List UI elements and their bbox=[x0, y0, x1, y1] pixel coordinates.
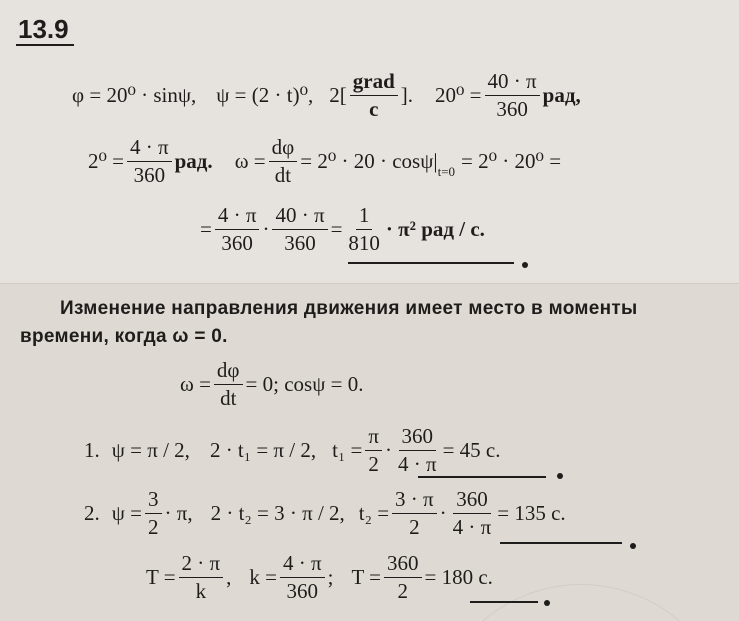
case-1-fraction-1 bbox=[365, 425, 382, 474]
line3-f1-numerator: 4 · π bbox=[215, 204, 260, 229]
period-lhs: T = bbox=[146, 564, 176, 589]
case-2-fraction-2 bbox=[450, 488, 495, 537]
line3-equals-2: = bbox=[330, 216, 343, 241]
omega-zero-rhs: = 0; cosψ = 0. bbox=[245, 371, 364, 396]
case-1-psi: ψ = π / 2, bbox=[111, 437, 190, 462]
text-line-2: времени, когда ω = 0. bbox=[20, 326, 228, 347]
units-prefix: 2[ bbox=[329, 82, 347, 107]
case-2-dot: · bbox=[439, 500, 447, 525]
period-line bbox=[146, 546, 493, 608]
omega-zero-numerator: dφ bbox=[214, 359, 243, 384]
case-1-underline bbox=[418, 476, 546, 478]
period-numerator: 2 · π bbox=[179, 552, 224, 577]
case-1-result: = 45 с. bbox=[442, 437, 501, 462]
case-1-dot: · bbox=[384, 437, 392, 462]
case-1-f1-denominator: 2 bbox=[368, 451, 379, 476]
conversion-unit: рад, bbox=[542, 82, 581, 107]
answer-dot-top bbox=[522, 262, 528, 268]
two-degree-unit: рад. bbox=[174, 148, 213, 173]
line3-fraction-2 bbox=[272, 204, 327, 253]
period-result: = 180 с. bbox=[424, 564, 493, 589]
k-numerator: 4 · π bbox=[280, 552, 325, 577]
units-denominator: c bbox=[369, 96, 379, 121]
psi-definition: ψ = (2 · t)⁰, bbox=[216, 82, 314, 107]
period-underline bbox=[470, 601, 538, 603]
omega-zero-denominator: dt bbox=[220, 385, 237, 410]
case-2-underline bbox=[500, 542, 622, 544]
case-2-dot-marker bbox=[630, 543, 636, 549]
equation-line-1 bbox=[72, 60, 581, 130]
problem-number-underline bbox=[16, 44, 74, 46]
conversion-denominator: 360 bbox=[496, 96, 528, 121]
phi-definition: φ = 20⁰ · sinψ, bbox=[72, 82, 197, 107]
line3-fraction-1 bbox=[215, 204, 260, 253]
line3-f2-denominator: 360 bbox=[284, 230, 316, 255]
line3-equals: = bbox=[200, 216, 212, 241]
period-comma: , bbox=[226, 564, 232, 589]
conversion-lhs: 20⁰ = bbox=[435, 82, 482, 107]
answer-underline-top bbox=[348, 262, 514, 264]
case-2-psi-fraction bbox=[145, 488, 162, 537]
units-suffix: ]. bbox=[400, 82, 414, 107]
case-1-f2-numerator: 360 bbox=[399, 425, 437, 450]
case-2-psi-numerator: 3 bbox=[145, 488, 162, 513]
two-degree-fraction bbox=[127, 136, 172, 185]
omega-lhs: ω = bbox=[234, 148, 266, 173]
case-1-fraction-2 bbox=[395, 425, 440, 474]
case-2-f1-numerator: 3 · π bbox=[392, 488, 437, 513]
equation-line-3 bbox=[200, 196, 485, 262]
two-degree-lhs: 2⁰ = bbox=[88, 148, 125, 173]
evaluation-result: = 2⁰ · 20⁰ = bbox=[461, 148, 562, 173]
k-denominator: 360 bbox=[286, 578, 319, 603]
period2-denominator: 2 bbox=[397, 578, 408, 603]
case-2-psi-tail: · π, bbox=[164, 500, 193, 525]
period-fraction bbox=[179, 552, 224, 601]
equation-line-2 bbox=[88, 128, 561, 194]
period2-fraction bbox=[384, 552, 422, 601]
period2-lhs: T = bbox=[351, 564, 381, 589]
two-degree-denominator: 360 bbox=[133, 162, 166, 187]
top-solution-panel bbox=[0, 0, 739, 283]
units-numerator: grad bbox=[350, 70, 398, 95]
case-1-line bbox=[84, 420, 501, 480]
omega-zero-equation bbox=[180, 354, 363, 414]
evaluation-subscript: t=0 bbox=[437, 163, 456, 179]
evaluation-expression: = 2⁰ · 20 · cosψ| bbox=[300, 148, 438, 173]
text-line-1: Изменение направления движения имеет место в моменты bbox=[60, 298, 638, 319]
problem-number: 13.9 bbox=[18, 14, 69, 44]
case-2-fraction-1 bbox=[392, 488, 437, 537]
case-2-psi-lhs: ψ = bbox=[111, 500, 142, 525]
units-fraction bbox=[350, 70, 398, 119]
line3-dot: · bbox=[262, 216, 270, 241]
line3-f2-numerator: 40 · π bbox=[272, 204, 327, 229]
two-degree-numerator: 4 · π bbox=[127, 136, 172, 161]
line3-f3-numerator: 1 bbox=[356, 204, 373, 229]
case-1-f1-numerator: π bbox=[365, 425, 382, 450]
derivative-numerator: dφ bbox=[269, 136, 298, 161]
line3-f3-denominator: 810 bbox=[348, 230, 380, 255]
derivative-denominator: dt bbox=[274, 162, 292, 187]
case-1-dot-marker bbox=[557, 473, 563, 479]
case-2-result: = 135 с. bbox=[497, 500, 566, 525]
k-semicolon: ; bbox=[327, 564, 334, 589]
bottom-solution-panel bbox=[0, 283, 739, 621]
conversion-numerator: 40 · π bbox=[485, 70, 540, 95]
omega-zero-derivative bbox=[214, 359, 243, 408]
period2-numerator: 360 bbox=[384, 552, 422, 577]
case-2-label: 2. bbox=[84, 500, 100, 525]
k-lhs: k = bbox=[249, 564, 277, 589]
period-dot-marker bbox=[544, 600, 550, 606]
case-2-f1-denominator: 2 bbox=[409, 514, 420, 539]
k-fraction bbox=[280, 552, 325, 601]
omega-derivative bbox=[269, 136, 298, 185]
line3-fraction-3 bbox=[345, 204, 383, 253]
case-2-psi-denominator: 2 bbox=[148, 514, 159, 539]
line3-f1-denominator: 360 bbox=[221, 230, 253, 255]
conversion-fraction bbox=[485, 70, 540, 119]
line3-tail: · π² рад / с. bbox=[385, 216, 485, 241]
case-1-t-lhs: t₁ = bbox=[332, 437, 363, 462]
case-1-f2-denominator: 4 · π bbox=[397, 451, 437, 476]
case-2-line bbox=[84, 482, 566, 544]
omega-zero-lhs: ω = bbox=[180, 371, 211, 396]
case-2-t-equation: 2 · t₂ = 3 · π / 2, bbox=[210, 500, 345, 525]
case-2-t-lhs: t₂ = bbox=[358, 500, 390, 525]
case-1-label: 1. bbox=[84, 437, 100, 462]
case-2-f2-denominator: 4 · π bbox=[452, 514, 492, 539]
period-denominator: k bbox=[195, 578, 207, 603]
case-2-f2-numerator: 360 bbox=[453, 488, 491, 513]
case-1-t-equation: 2 · t₁ = π / 2, bbox=[209, 437, 317, 462]
